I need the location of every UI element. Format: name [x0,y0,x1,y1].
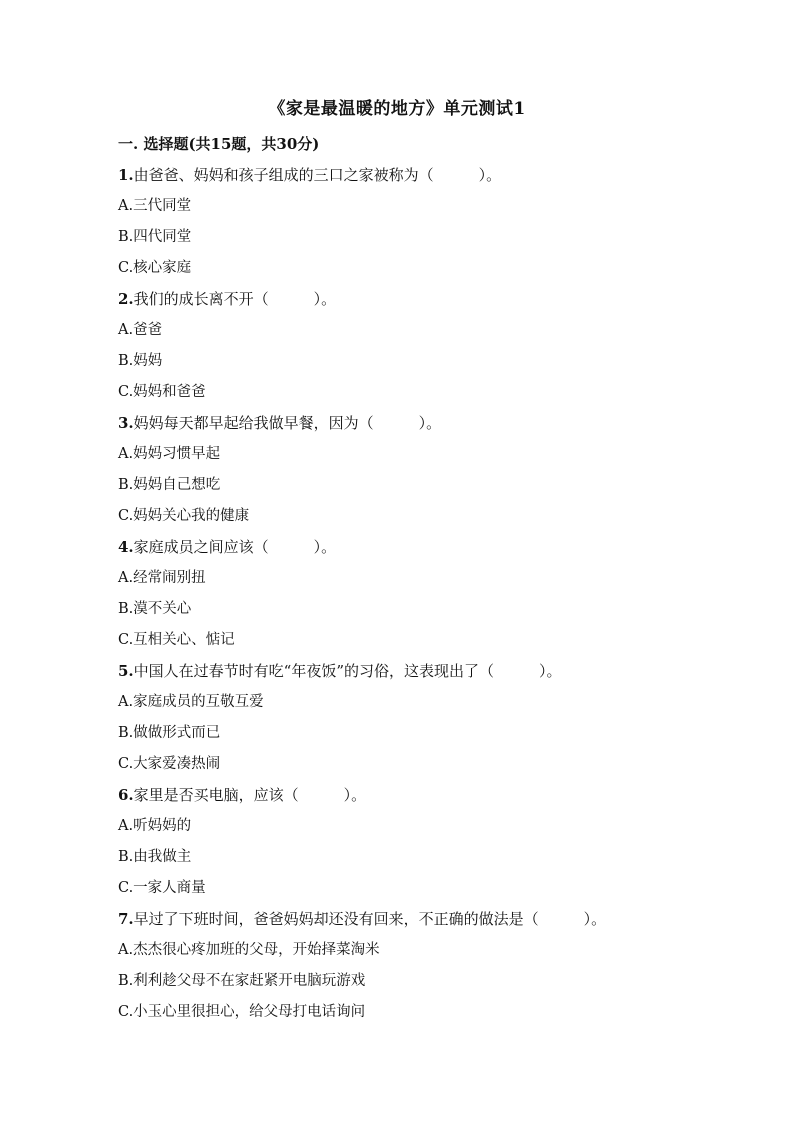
question-number: 5. [118,662,134,680]
question-stem: 早过了下班时间，爸爸妈妈却还没有回来，不正确的做法是（ ）。 [133,910,607,928]
question-7-option-c: C.小玉心里很担心，给父母打电话询问 [118,1004,366,1020]
question-number: 7. [118,910,134,928]
question-6-option-c: C.一家人商量 [118,880,206,896]
question-2 [118,286,718,317]
question-stem: 中国人在过春节时有吃“年夜饭”的习俗，这表现出了（ ）。 [133,662,562,680]
question-6 [118,782,718,813]
question-3-option-b: B.妈妈自己想吃 [118,477,221,493]
question-number: 2. [118,290,134,308]
question-1-option-b: B.四代同堂 [118,229,192,245]
question-5-option-a: A.家庭成员的互敬互爱 [118,694,264,710]
question-5 [118,658,718,689]
question-3-option-c: C.妈妈关心我的健康 [118,508,250,524]
question-3-option-a: A.妈妈习惯早起 [118,446,221,462]
question-6-option-b: B.由我做主 [118,849,192,865]
question-4-option-c: C.互相关心、惦记 [118,632,235,648]
question-stem: 家庭成员之间应该（ ）。 [133,538,337,556]
question-7 [118,906,718,937]
question-3 [118,410,718,441]
question-number: 4. [118,538,134,556]
question-stem: 妈妈每天都早起给我做早餐，因为（ ）。 [133,414,442,432]
question-2-option-c: C.妈妈和爸爸 [118,384,206,400]
question-1-option-a: A.三代同堂 [118,198,192,214]
question-number: 6. [118,786,134,804]
document-title: 《家是最温暖的地方》单元测试1 [268,99,526,119]
question-6-option-a: A.听妈妈的 [118,818,192,834]
question-number: 3. [118,414,134,432]
question-1 [118,162,718,193]
question-5-option-c: C.大家爱凑热闹 [118,756,221,772]
question-stem: 由爸爸、妈妈和孩子组成的三口之家被称为（ ）。 [133,166,502,184]
question-5-option-b: B.做做形式而已 [118,725,221,741]
question-4-option-a: A.经常闹别扭 [118,570,206,586]
question-number: 1. [118,166,134,184]
question-1-option-c: C.核心家庭 [118,260,192,276]
question-4-option-b: B.漠不关心 [118,601,192,617]
question-2-option-a: A.爸爸 [118,322,163,338]
question-4 [118,534,718,565]
question-list [118,131,718,1030]
question-2-option-b: B.妈妈 [118,353,163,369]
question-stem: 我们的成长离不开（ ）。 [133,290,337,308]
question-7-option-b: B.利利趁父母不在家赶紧开电脑玩游戏 [118,973,366,989]
section-header: 一. 选择题(共15题，共30分) [118,135,320,153]
question-7-option-a: A.杰杰很心疼加班的父母，开始择菜淘米 [118,942,380,958]
question-stem: 家里是否买电脑，应该（ ）。 [133,786,367,804]
